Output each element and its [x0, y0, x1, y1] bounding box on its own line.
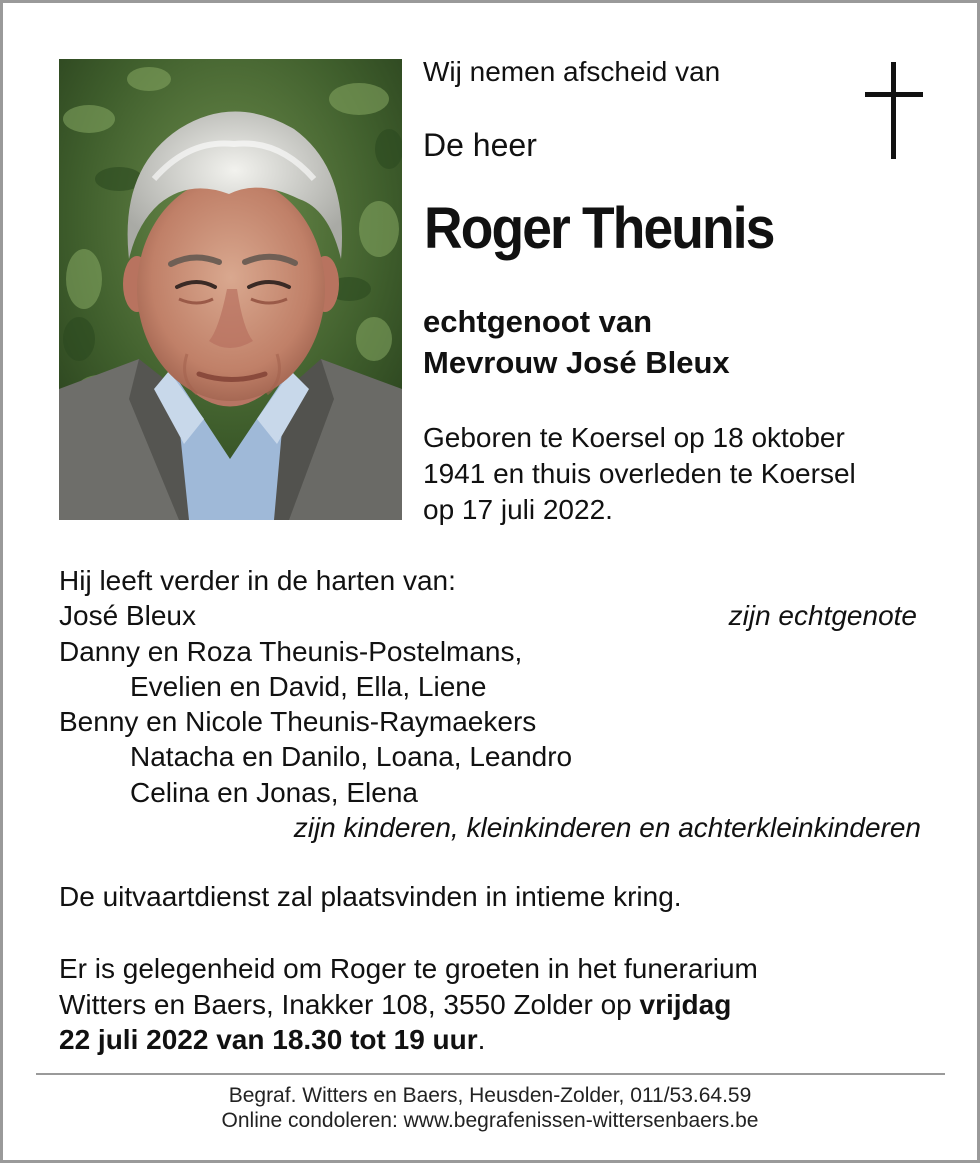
divider — [36, 1073, 945, 1075]
visit-text: Witters en Baers, Inakker 108, 3550 Zolder op — [59, 988, 640, 1020]
cross-icon — [865, 62, 923, 159]
family-heading: Hij leeft verder in de harten van: — [59, 565, 456, 596]
honorific: De heer — [423, 127, 537, 163]
footer — [0, 1083, 980, 1133]
birth-line: op 17 juli 2022. — [423, 494, 613, 525]
family-row-spouse — [59, 598, 921, 633]
visit-line: Er is gelegenheid om Roger te groeten in het funerarium — [59, 953, 758, 984]
family-row: Natacha en Danilo, Loana, Leandro — [130, 741, 573, 773]
visit-line — [59, 1022, 939, 1058]
visit-end: . — [477, 1024, 486, 1055]
ceremony-text: De uitvaartdienst zal plaatsvinden in intieme kring. — [59, 881, 682, 912]
visit-day: vrijdag — [639, 988, 732, 1020]
condolence-link[interactable]: Online condoleren: www.begrafenissen-wittersenbaers.be — [221, 1109, 759, 1132]
visitation-text — [59, 951, 939, 1058]
funeral-home-line: Begraf. Witters en Baers, Heusden-Zolder, 011/53.64.59 — [228, 1084, 752, 1107]
family-row: Celina en Jonas, Elena — [130, 776, 418, 808]
portrait-photo — [59, 59, 402, 520]
deceased-name: Roger Theunis — [424, 196, 774, 261]
family-row: Benny en Nicole Theunis-Raymaekers — [59, 706, 537, 738]
birth-death-info — [423, 420, 923, 528]
family-name: José Bleux — [59, 600, 196, 632]
visit-datetime: 22 juli 2022 van 18.30 tot 19 uur — [59, 1024, 478, 1055]
spouse-block — [423, 301, 730, 383]
spouse-name: Mevrouw José Bleux — [423, 345, 730, 380]
family-row: Evelien en David, Ella, Liene — [130, 670, 487, 702]
visit-line — [59, 987, 939, 1023]
family-role: zijn echtgenote — [728, 600, 917, 632]
family-row: Danny en Roza Theunis-Postelmans, — [59, 635, 523, 667]
family-list — [59, 563, 921, 845]
birth-line: Geboren te Koersel op 18 oktober — [423, 422, 845, 453]
family-role: zijn kinderen, kleinkinderen en achterkleinkinderen — [293, 812, 921, 844]
spouse-line: echtgenoot van — [423, 304, 653, 339]
birth-line: 1941 en thuis overleden te Koersel — [423, 458, 856, 489]
intro-text: Wij nemen afscheid van — [423, 56, 721, 87]
